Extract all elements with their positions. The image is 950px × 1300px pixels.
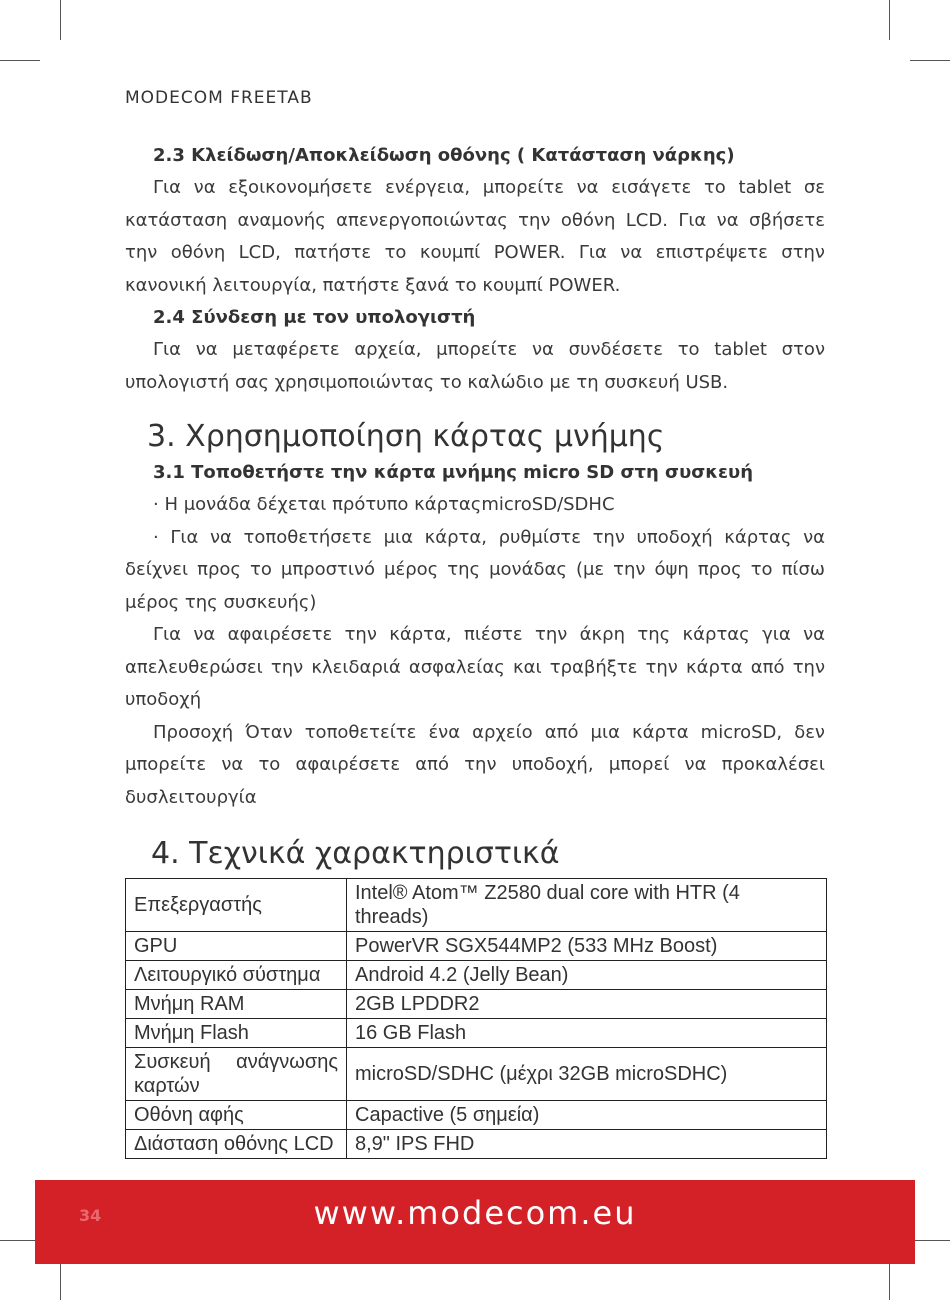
spec-key: Λειτουργικό σύστημα bbox=[126, 961, 347, 990]
page-footer bbox=[35, 1180, 915, 1264]
section-3-paragraph: · Η μονάδα δέχεται πρότυπο κάρταςmicroSD/SDHC bbox=[153, 494, 615, 515]
spec-key: Συσκευή ανάγνωσης καρτών bbox=[126, 1048, 347, 1101]
spec-key: Μνήμη RAM bbox=[126, 990, 347, 1019]
spec-value: 8,9" IPS FHD bbox=[347, 1130, 827, 1159]
spec-key: Οθόνη αφής bbox=[126, 1101, 347, 1130]
crop-mark bbox=[60, 1262, 61, 1300]
spec-key: Διάσταση οθόνης LCD bbox=[126, 1130, 347, 1159]
spec-key: Επεξεργαστής bbox=[126, 879, 347, 932]
spec-key: Μνήμη Flash bbox=[126, 1019, 347, 1048]
spec-value: Android 4.2 (Jelly Bean) bbox=[347, 961, 827, 990]
crop-mark bbox=[0, 60, 40, 61]
spec-key: GPU bbox=[126, 932, 347, 961]
section-2-4-text: Για να μεταφέρετε αρχεία, μπορείτε να συνδέσετε το tablet στον υπολογιστή σας χρησιμοποιώντας το καλώδιο με τη συσκευή USB. bbox=[125, 339, 825, 393]
section-2-3-text: Για να εξοικονομήσετε ενέργεια, μπορείτε να εισάγετε το tablet σε κατάσταση αναμονής απενεργοποιώντας την οθόνη LCD. Για να σβήσετε την οθόνη LCD, πατήστε το κουμπί POWER. Για να επιστρέψετε στην κανονική λειτουργία, πατήστε ξανά το κουμπί POWER. bbox=[125, 177, 825, 296]
crop-mark bbox=[889, 0, 890, 40]
crop-mark bbox=[889, 1262, 890, 1300]
table-row bbox=[126, 932, 827, 961]
section-4-title: 4. Τεχνικά χαρακτηριστικά bbox=[151, 836, 560, 871]
section-2-3-title: 2.3 Κλείδωση/Αποκλείδωση οθόνης ( Κατάσταση νάρκης) bbox=[153, 145, 735, 166]
section-3-paragraph: Προσοχή Όταν τοποθετείτε ένα αρχείο από μια κάρτα microSD, δεν μπορείτε να το αφαιρέσετε από την υποδοχή, μπορεί να προκαλέσει δυσλειτουργία bbox=[125, 721, 825, 808]
crop-mark bbox=[910, 60, 950, 61]
table-row bbox=[126, 1130, 827, 1159]
crop-mark bbox=[910, 1240, 950, 1241]
spec-value: 2GB LPDDR2 bbox=[347, 990, 827, 1019]
section-3-1-title: 3.1 Τοποθετήστε την κάρτα μνήμης micro SD στη συσκευή bbox=[153, 462, 754, 483]
table-row bbox=[126, 1101, 827, 1130]
table-row bbox=[126, 990, 827, 1019]
spec-table bbox=[125, 878, 827, 1159]
crop-mark bbox=[0, 1240, 40, 1241]
section-3-paragraph: · Για να τοποθετήσετε μια κάρτα, ρυθμίστε την υποδοχή κάρτας να δείχνει προς το μπροστινό μέρος της μονάδας (με την όψη προς το πίσω μέρος της συσκευής) bbox=[125, 526, 825, 613]
spec-value: microSD/SDHC (μέχρι 32GB microSDHC) bbox=[347, 1048, 827, 1101]
section-3-title: 3. Χρησημοποίηση κάρτας μνήμης bbox=[147, 419, 665, 454]
section-3-paragraph: Για να αφαιρέσετε την κάρτα, πιέστε την άκρη της κάρτας για να απελευθερώσει την κλειδαριά ασφαλείας και τραβήξτε την κάρτα από την υποδοχή bbox=[125, 624, 825, 710]
page-number: 34 bbox=[79, 1206, 102, 1225]
table-row bbox=[126, 879, 827, 932]
page-header: MODECOM FREETAB bbox=[125, 88, 313, 108]
table-row bbox=[126, 1019, 827, 1048]
spec-value: PowerVR SGX544MP2 (533 MHz Boost) bbox=[347, 932, 827, 961]
spec-value: Intel® Atom™ Z2580 dual core with HTR (4 threads) bbox=[347, 879, 827, 932]
crop-mark bbox=[60, 0, 61, 40]
spec-value: 16 GB Flash bbox=[347, 1019, 827, 1048]
table-row bbox=[126, 961, 827, 990]
table-row bbox=[126, 1048, 827, 1101]
footer-url[interactable]: www.modecom.eu bbox=[313, 1194, 637, 1232]
spec-value: Capactive (5 σημεία) bbox=[347, 1101, 827, 1130]
section-2-4-title: 2.4 Σύνδεση με τον υπολογιστή bbox=[153, 307, 476, 328]
page-content bbox=[125, 140, 825, 1159]
